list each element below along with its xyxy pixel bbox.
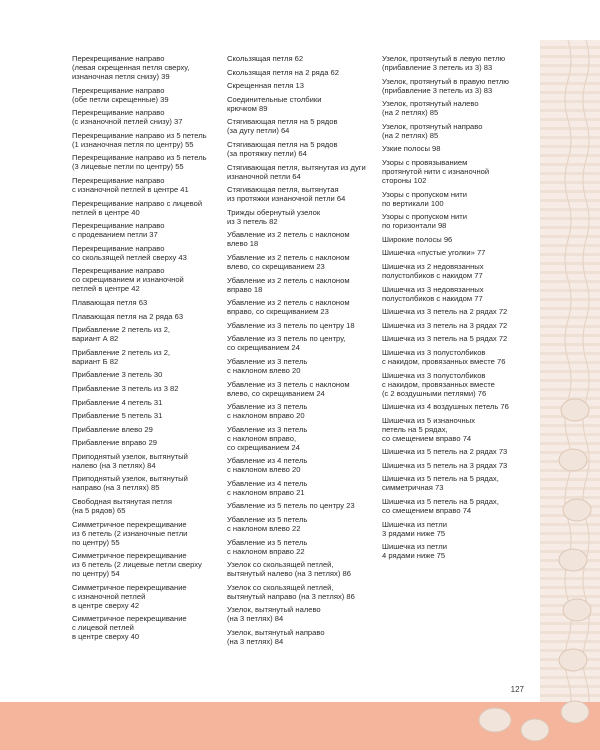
index-entry: Перекрещивание направо с лицевой петлей в центре 40 [72, 198, 203, 217]
index-column-3 [382, 54, 532, 565]
index-entry: Прибавление 2 петель из 2, вариант Б 82 [72, 347, 171, 366]
index-entry: Убавление из 3 петель с наклоном влево, со скрещиванием 24 [227, 379, 350, 398]
index-entry: Убавление из 3 петель по центру, со скрещиванием 24 [227, 334, 346, 353]
index-entry: Шишечка из 5 петель на 3 рядах 73 [382, 460, 508, 470]
index-entry: Перекрещивание направо со скользящей петлей сверху 43 [72, 243, 187, 262]
index-entry: Шишечка из петли 4 рядами ниже 75 [382, 542, 447, 561]
index-entry: Скользящая петля на 2 ряда 62 [227, 67, 339, 77]
index-entry: Симметричное перекрещивание с лицевой петлей в центре сверху 40 [72, 614, 187, 642]
index-entry: Узкие полосы 98 [382, 144, 441, 154]
index-entry: Шишечка из 5 петель на 5 рядах, со смещением вправо 74 [382, 497, 499, 516]
index-entry: Перекрещивание направо из 5 петель (1 изнаночная петля по центру) 55 [72, 130, 207, 149]
index-entry: Убавление из 2 петель с наклоном влево 18 [227, 230, 350, 249]
index-entry: Убавление из 5 петель с наклоном вправо 22 [227, 537, 308, 556]
index-entry: Скрещенная петля 13 [227, 81, 304, 91]
index-entry: Прибавление 4 петель 31 [72, 397, 163, 407]
index-entry: Узоры с провязыванием протянутой нити с изнаночной стороны 102 [382, 157, 490, 185]
index-entry: Шишечка из 2 недовязанных полустолбиков с накидом 77 [382, 261, 484, 280]
index-entry: Перекрещивание направо с изнаночной петлей в центре 41 [72, 175, 189, 194]
index-entry: Перекрещивание направо с продеванием петли 37 [72, 221, 165, 240]
index-entry: Стягивающая петля, вытянутая из дуги изнаночной петли 64 [227, 162, 366, 181]
index-entry: Перекрещивание направо (с изнаночной петлей снизу) 37 [72, 108, 183, 127]
index-entry: Убавление из 3 петель по центру 18 [227, 320, 355, 330]
index-entry: Убавление из 5 петель с наклоном влево 22 [227, 515, 308, 534]
index-entry: Свободная вытянутая петля (на 5 рядов) 65 [72, 497, 172, 516]
index-entry: Шишечка из 3 полустолбиков с накидом, провязанных вместе 76 [382, 347, 506, 366]
index-entry: Симметричное перекрещивание из 6 петель (2 лицевые петли сверху по центру) 54 [72, 551, 202, 579]
index-entry: Прибавление вправо 29 [72, 438, 157, 448]
index-entry: Приподнятый узелок, вытянутый направо (на 3 петлях) 85 [72, 474, 188, 493]
index-entry: Убавление из 4 петель с наклоном вправо 21 [227, 478, 308, 497]
index-entry: Прибавление 3 петель 30 [72, 370, 163, 380]
index-entry: Узелок, протянутый налево (на 2 петлях) 85 [382, 99, 479, 118]
index-column-1 [72, 54, 222, 646]
index-entry: Узоры с пропуском нити по вертикали 100 [382, 189, 468, 208]
index-entry: Убавление из 2 петель с наклоном влево, со скрещиванием 23 [227, 252, 350, 271]
index-entry: Широкие полосы 96 [382, 234, 453, 244]
index-entry: Приподнятый узелок, вытянутый налево (на 3 петлях) 84 [72, 451, 188, 470]
index-entry: Стягивающая петля, вытянутая из протяжки изнаночной петли 64 [227, 185, 346, 204]
index-entry: Шишечка из 3 петель на 3 рядах 72 [382, 320, 508, 330]
index-entry: Симметричное перекрещивание из 6 петель (2 изнаночные петли по центру) 55 [72, 519, 188, 547]
index-entry: Убавление из 4 петель с наклоном влево 20 [227, 456, 308, 475]
index-entry: Шишечка из 5 петель на 2 рядах 73 [382, 447, 508, 457]
index-entry: Прибавление влево 29 [72, 424, 153, 434]
index-entry: Соединительные столбики крючком 89 [227, 94, 322, 113]
index-entry: Шишечка «пустые уголки» 77 [382, 248, 486, 258]
index-entry: Шишечка из 3 петель на 2 рядах 72 [382, 307, 508, 317]
index-entry: Плавающая петля 63 [72, 297, 148, 307]
index-entry: Узелок, протянутый направо (на 2 петлях) 85 [382, 121, 483, 140]
index-entry: Прибавление 3 петель из 3 82 [72, 383, 179, 393]
index-entry: Перекрещивание направо со скрещиванием и изнаночной петлей в центре 42 [72, 266, 184, 294]
index-entry: Убавление из 3 петель с наклоном вправо, со скрещиванием 24 [227, 424, 308, 452]
index-entry: Шишечка из 3 полустолбиков с накидом, провязанных вместе (с 2 воздушными петлями) 76 [382, 370, 495, 398]
index-entry: Шишечка из 5 изнаночных петель на 5 рядах, со смещением вправо 74 [382, 415, 476, 443]
index-entry: Шишечка из 3 недовязанных полустолбиков с накидом 77 [382, 284, 484, 303]
index-entry: Убавление из 5 петель по центру 23 [227, 501, 355, 511]
index-entry: Перекрещивание направо (левая скрещенная петля сверху, изнаночная петля снизу) 39 [72, 54, 190, 81]
index-entry: Плавающая петля на 2 ряда 63 [72, 311, 184, 321]
index-entry: Шишечка из 3 петель на 5 рядах 72 [382, 334, 508, 344]
index-entry: Стягивающая петля на 5 рядов (за дугу петли) 64 [227, 117, 338, 136]
index-entry: Убавление из 2 петель с наклоном вправо, со скрещиванием 23 [227, 298, 350, 317]
index-entry: Стягивающая петля на 5 рядов (за протяжку петли) 64 [227, 139, 338, 158]
index-entry: Трижды обернутый узелок из 3 петель 82 [227, 207, 321, 226]
index-entry: Симметричное перекрещивание с изнаночной петлей в центре сверху 42 [72, 582, 187, 610]
index-column-2 [227, 54, 377, 651]
index-entry: Узелок, протянутый в правую петлю (прибавление 3 петель из 3) 83 [382, 76, 509, 95]
index-entry: Прибавление 5 петель 31 [72, 411, 163, 421]
index-entry: Узелок, вытянутый налево (на 3 петлях) 84 [227, 605, 321, 624]
index-entry: Узелок со скользящей петлей, вытянутый налево (на 3 петлях) 86 [227, 560, 351, 579]
index-entry: Прибавление 2 петель из 2, вариант А 82 [72, 325, 171, 344]
index-entry: Узелок, вытянутый направо (на 3 петлях) 84 [227, 628, 325, 647]
index-entry: Шишечка из петли 3 рядами ниже 75 [382, 519, 447, 538]
index-entry: Узелок, протянутый в левую петлю (прибавление 3 петель из 3) 83 [382, 54, 506, 72]
index-entry: Шишечка из 4 воздушных петель 76 [382, 402, 509, 412]
page-number: 127 [510, 685, 524, 694]
index-entry: Перекрещивание направо (обе петли скрещенные) 39 [72, 85, 169, 104]
index-page [40, 40, 540, 702]
index-entry: Скользящая петля 62 [227, 54, 304, 63]
index-entry: Перекрещивание направо из 5 петель (3 лицевые петли по центру) 55 [72, 153, 207, 172]
index-entry: Убавление из 3 петель с наклоном влево 20 [227, 356, 308, 375]
index-entry: Убавление из 2 петель с наклоном вправо 18 [227, 275, 350, 294]
index-entry: Узоры с пропуском нити по горизонтали 98 [382, 212, 468, 231]
index-entry: Узелок со скользящей петлей, вытянутый направо (на 3 петлях) 86 [227, 582, 355, 601]
top-margin [0, 0, 600, 40]
index-entry: Убавление из 3 петель с наклоном вправо 20 [227, 402, 308, 421]
index-entry: Шишечка из 5 петель на 5 рядах, симметричная 73 [382, 474, 499, 493]
